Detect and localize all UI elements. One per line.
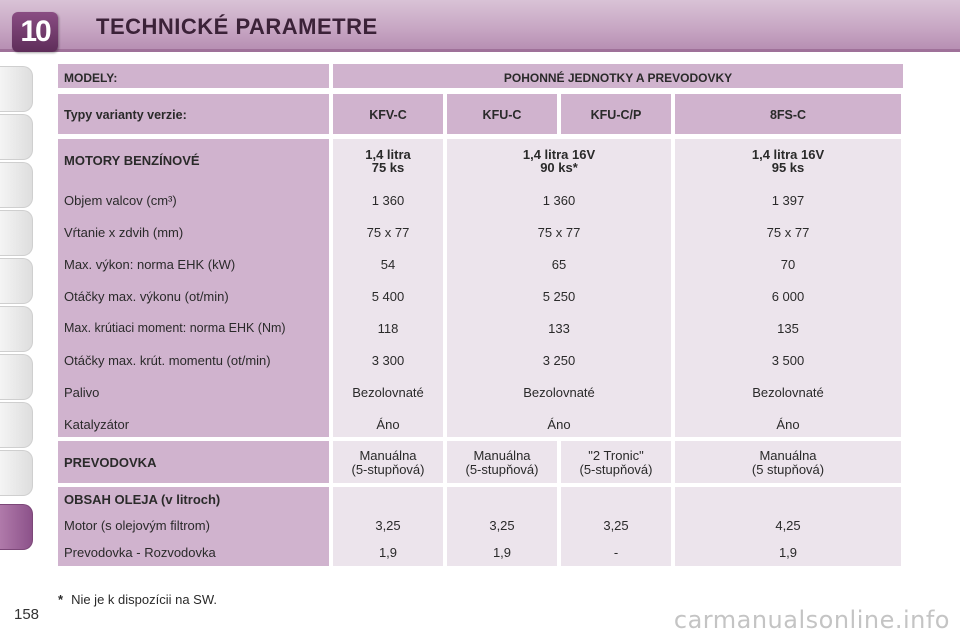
gearbox-2-line1: Manuálna (473, 448, 531, 463)
engine-row-value: 70 (780, 257, 796, 272)
engine-row-value: 5 400 (371, 289, 405, 304)
chapter-tab[interactable] (0, 114, 33, 160)
chapter-badge: 10 (12, 12, 58, 52)
engine-row-value: 1 397 (771, 193, 805, 208)
engine-2-line1: 1,4 litra 16V (522, 147, 596, 162)
oil-row-value: 3,25 (489, 518, 515, 533)
oil-row-value: 1,9 (778, 545, 798, 560)
gearbox-1-line2: (5-stupňová) (351, 462, 425, 477)
engine-row-value: Áno (376, 417, 400, 432)
gearbox-4-line1: Manuálna (759, 448, 817, 463)
engine-row-value: 1 360 (371, 193, 405, 208)
chapter-tabs (0, 66, 34, 586)
gearbox-2 (447, 441, 557, 483)
engine-row-value: 5 250 (542, 289, 576, 304)
engine-row-value: 54 (380, 257, 396, 272)
engine-row-label: Palivo (64, 385, 100, 400)
chapter-tab[interactable] (0, 402, 33, 448)
chapter-tab[interactable] (0, 354, 33, 400)
chapter-tab[interactable] (0, 210, 33, 256)
chapter-tab[interactable] (0, 162, 33, 208)
engine-3-name (675, 148, 901, 174)
engine-row-value: 65 (551, 257, 567, 272)
engine-row-label: Objem valcov (cm³) (64, 193, 177, 208)
watermark: carmanualsonline.info (673, 606, 950, 634)
engine-row-value: 75 x 77 (537, 225, 581, 240)
gearbox-3-line2: (5-stupňová) (579, 462, 653, 477)
oil-row-value: 1,9 (492, 545, 512, 560)
engine-row-label: Max. výkon: norma EHK (kW) (64, 257, 236, 272)
engine-1-line1: 1,4 litra (365, 147, 411, 162)
footnote (58, 592, 217, 607)
variants-label: Typy varianty verzie: (58, 94, 329, 134)
engine-row-label: Max. krútiaci moment: norma EHK (Nm) (64, 321, 286, 335)
models-label: MODELY: (58, 64, 329, 88)
chapter-tab[interactable] (0, 306, 33, 352)
variant-8fs-c: 8FS-C (675, 94, 901, 134)
gearbox-2-line2: (5-stupňová) (465, 462, 539, 477)
oil-row-value: - (613, 545, 619, 560)
engine-3-line2: 95 ks (771, 160, 805, 175)
engine-row-value: 118 (377, 321, 399, 336)
engine-row-label: Otáčky max. krút. momentu (ot/min) (64, 353, 271, 368)
gearbox-4-line2: (5 stupňová) (751, 462, 825, 477)
engine-1-name (333, 148, 443, 174)
gearbox-label: PREVODOVKA (64, 455, 157, 470)
powertrain-label: POHONNÉ JEDNOTKY A PREVODOVKY (333, 64, 903, 88)
engine-row-value: Bezolovnaté (352, 385, 424, 400)
engine-row-label: Katalyzátor (64, 417, 130, 432)
engine-1-line2: 75 ks (371, 160, 405, 175)
engine-row-value: 3 500 (771, 353, 805, 368)
engine-row-value: 3 300 (371, 353, 405, 368)
engine-row-value: Bezolovnaté (523, 385, 595, 400)
engine-row-label: Vŕtanie x zdvih (mm) (64, 225, 184, 240)
oil-row-label: Motor (s olejovým filtrom) (64, 518, 210, 533)
engine-row-value: 6 000 (771, 289, 805, 304)
chapter-tab[interactable] (0, 450, 33, 496)
engine-2-line2: 90 ks* (540, 160, 578, 175)
gearbox-4 (675, 441, 901, 483)
oil-row-value: 4,25 (775, 518, 801, 533)
engine-row-value: 3 250 (542, 353, 576, 368)
gearbox-1 (333, 441, 443, 483)
page-number: 158 (14, 606, 40, 623)
footnote-text: Nie je k dispozícii na SW. (71, 592, 218, 607)
engine-row-label: Otáčky max. výkonu (ot/min) (64, 289, 229, 304)
engine-2-name (447, 148, 671, 174)
variant-kfu-c-p: KFU-C/P (561, 94, 671, 134)
engine-row-value: 1 360 (542, 193, 576, 208)
variant-kfv-c: KFV-C (333, 94, 443, 134)
engine-row-value: 133 (548, 321, 570, 336)
oil-row-value: 3,25 (375, 518, 401, 533)
engine-row-value: Bezolovnaté (752, 385, 824, 400)
gearbox-1-line1: Manuálna (359, 448, 417, 463)
variant-kfu-c: KFU-C (447, 94, 557, 134)
page-title: TECHNICKÉ PARAMETRE (96, 14, 378, 39)
engines-label: MOTORY BENZÍNOVÉ (64, 153, 200, 168)
gearbox-3 (561, 441, 671, 483)
footnote-mark: * (58, 592, 64, 607)
oil-row-value: 1,9 (378, 545, 398, 560)
engine-row-value: 135 (777, 321, 799, 336)
oil-row-label: Prevodovka - Rozvodovka (64, 545, 216, 560)
engine-row-value: 75 x 77 (366, 225, 410, 240)
gearbox-3-line1: "2 Tronic" (588, 448, 644, 463)
chapter-tab[interactable] (0, 66, 33, 112)
chapter-tab[interactable] (0, 258, 33, 304)
engine-3-line1: 1,4 litra 16V (751, 147, 825, 162)
oil-row-value: 3,25 (603, 518, 629, 533)
chapter-tab-active[interactable] (0, 504, 33, 550)
gearbox-label-cell (58, 441, 329, 483)
engine-row-value: Áno (776, 417, 800, 432)
engine-row-value: Áno (547, 417, 571, 432)
engine-row-value: 75 x 77 (766, 225, 810, 240)
oil-label: OBSAH OLEJA (v litroch) (64, 492, 221, 507)
